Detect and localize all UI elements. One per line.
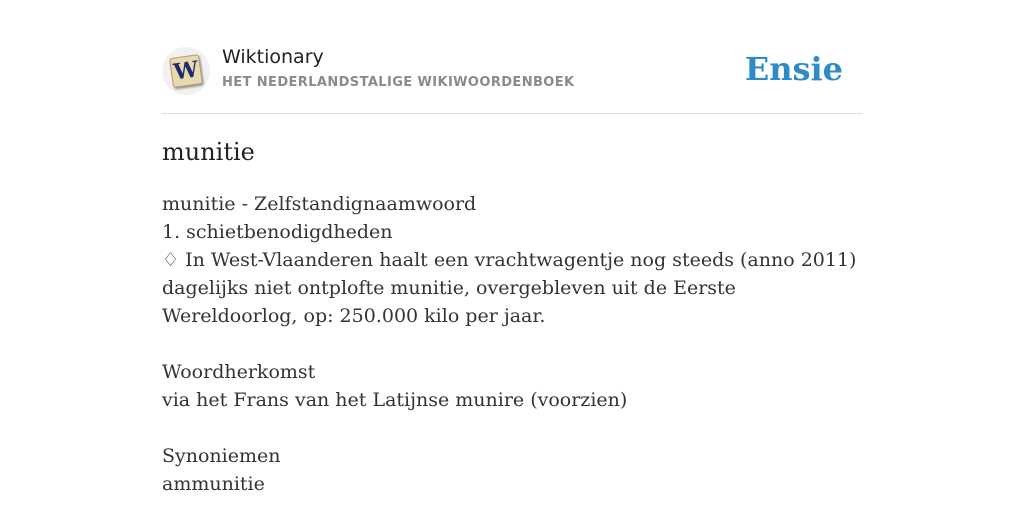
ensie-brand-link[interactable]: Ensie (744, 50, 843, 88)
site-subtitle: HET NEDERLANDSTALIGE WIKIWOORDENBOEK (222, 75, 575, 90)
spacer (162, 414, 862, 442)
definition-text: 1. schietbenodigdheden (162, 221, 393, 243)
example-text: ♢ In West-Vlaanderen haalt een vrachtwagentje nog steeds (anno 2011) dagelijks niet ontplofte munitie, overgebleven uit de Eerste Wereldoorlog, op: 250.000 kilo per jaar. (162, 249, 857, 327)
etymology-heading: Woordherkomst (162, 361, 316, 383)
page-title: munitie (162, 138, 255, 166)
etymology-text: via het Frans van het Latijnse munire (voorzien) (162, 389, 628, 411)
wiktionary-logo-icon[interactable] (162, 47, 210, 95)
site-name[interactable]: Wiktionary (222, 46, 324, 68)
spacer (162, 330, 862, 358)
page-header (162, 0, 862, 114)
synonyms-heading: Synoniemen (162, 445, 281, 467)
synonyms-text: ammunitie (162, 473, 265, 495)
page-container (162, 0, 862, 495)
word-type-line: munitie - Zelfstandignaamwoord (162, 193, 477, 215)
logo-tile: W (169, 54, 203, 88)
entry-content (162, 190, 862, 498)
